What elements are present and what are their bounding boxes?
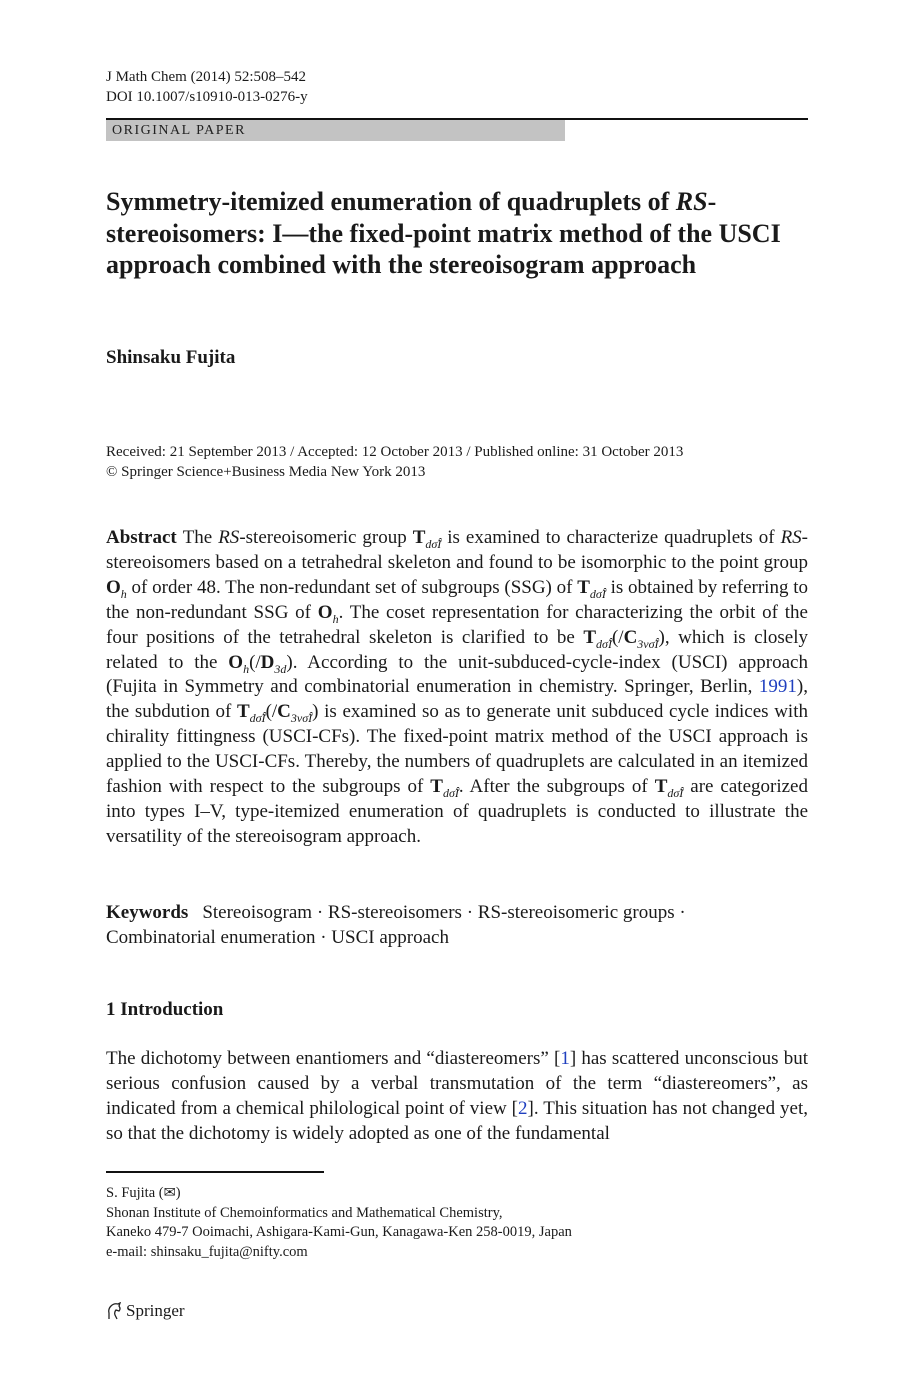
footnote-email: e-mail: shinsaku_fujita@nifty.com [106,1244,308,1261]
footnote-address: Kaneko 479-7 Ooimachi, Ashigara-Kami-Gun, Kanagawa-Ken 258-0019, Japan [106,1224,572,1241]
doi: DOI 10.1007/s10910-013-0276-y [106,89,308,105]
journal-header [106,67,308,107]
publication-dates [106,442,683,482]
copyright-line: © Springer Science+Business Media New York 2013 [106,464,426,480]
abstract-label: Abstract [106,527,177,548]
citation-link-1[interactable]: 1 [560,1048,570,1069]
abstract: Abstract The RS-stereoisomeric group $T_{d\sigmãÎ}$ is examined to characterize quadruplets of RS-stereoisomers based on a tetrahedral skeleton and found to be isomorphic to the point group $O_h$ of order 48. The non-redundant set of subgroups (SSG) of $T_{d\sigmãÎ}$ is obtained by referring to the non-redundant SSG of $O_h$. The coset representation for characterizing the orbit of the four positions of the tetrahedral skeleton is clarified to be $T_{d\sigmãÎ}(/C_{3v\sigmãÎ})$, which is closely related to the $O_h(/D_{3d})$. According to the unit-subduced-cycle-index (USCI) approach (Fujita in Symmetry and combinatorial enumeration in chemistry. Springer, Berlin, 1991), the subdution of $T_{d\sigmãÎ}(/C_{3v\sigmãÎ})$ is examined so as to generate unit subduced cycle indices with chirality fittingness (USCI-CFs). The fixed-point matrix method of the USCI approach is applied to the USCI-CFs. Thereby, the numbers of quadruplets are calculated in an itemized fashion with respect to the subgroups of $T_{d\sigmãÎ}$. After the subgroups of $T_{d\sigmãÎ}$ are categorized into types I–V, type-itemized enumeration of quadruplets is conducted to illustrate the versatility of the stereoisogram approach. [106,527,808,847]
journal-citation: J Math Chem (2014) 52:508–542 [106,69,306,85]
citation-link-2[interactable]: 2 [518,1097,528,1119]
author-footnote [106,1184,572,1263]
keywords [106,900,808,950]
publisher-logo [106,1300,185,1322]
springer-horse-icon [106,1302,122,1320]
footnote-affiliation: Shonan Institute of Chemoinformatics and Mathematical Chemistry, [106,1204,503,1221]
keywords-label: Keywords [106,902,189,923]
footnote-author: S. Fujita (✉) [106,1185,181,1201]
introduction-paragraph: The dichotomy between enantiomers and “diastereomers” [1] has scattered unconscious but serious confusion caused by a verbal transmutation of the term “diastereomers”, as indicated from a chemical philological point of view [2]. This situation has not changed yet, so that the dichotomy is widely adopted as one of the fundamental [106,1048,808,1144]
author-name: Shinsaku Fujita [106,347,236,368]
citation-link-1991[interactable]: 1991 [758,676,797,698]
publisher-name: Springer [126,1301,185,1320]
received-accepted-line: Received: 21 September 2013 / Accepted: 12 October 2013 / Published online: 31 October 2013 [106,444,684,460]
footnote-rule [106,1171,324,1173]
section-heading-introduction: 1 Introduction [106,999,224,1020]
keywords-line-1: Stereoisogram · RS-stereoisomers · RS-stereoisomeric groups · [202,902,686,923]
article-type-banner: ORIGINAL PAPER [106,120,565,141]
keywords-line-2: Combinatorial enumeration · USCI approach [106,927,449,948]
paper-title: Symmetry-itemized enumeration of quadruplets of RS-stereoisomers: I—the fixed-point matrix method of the USCI approach combined with the stereoisogram approach [106,187,781,279]
